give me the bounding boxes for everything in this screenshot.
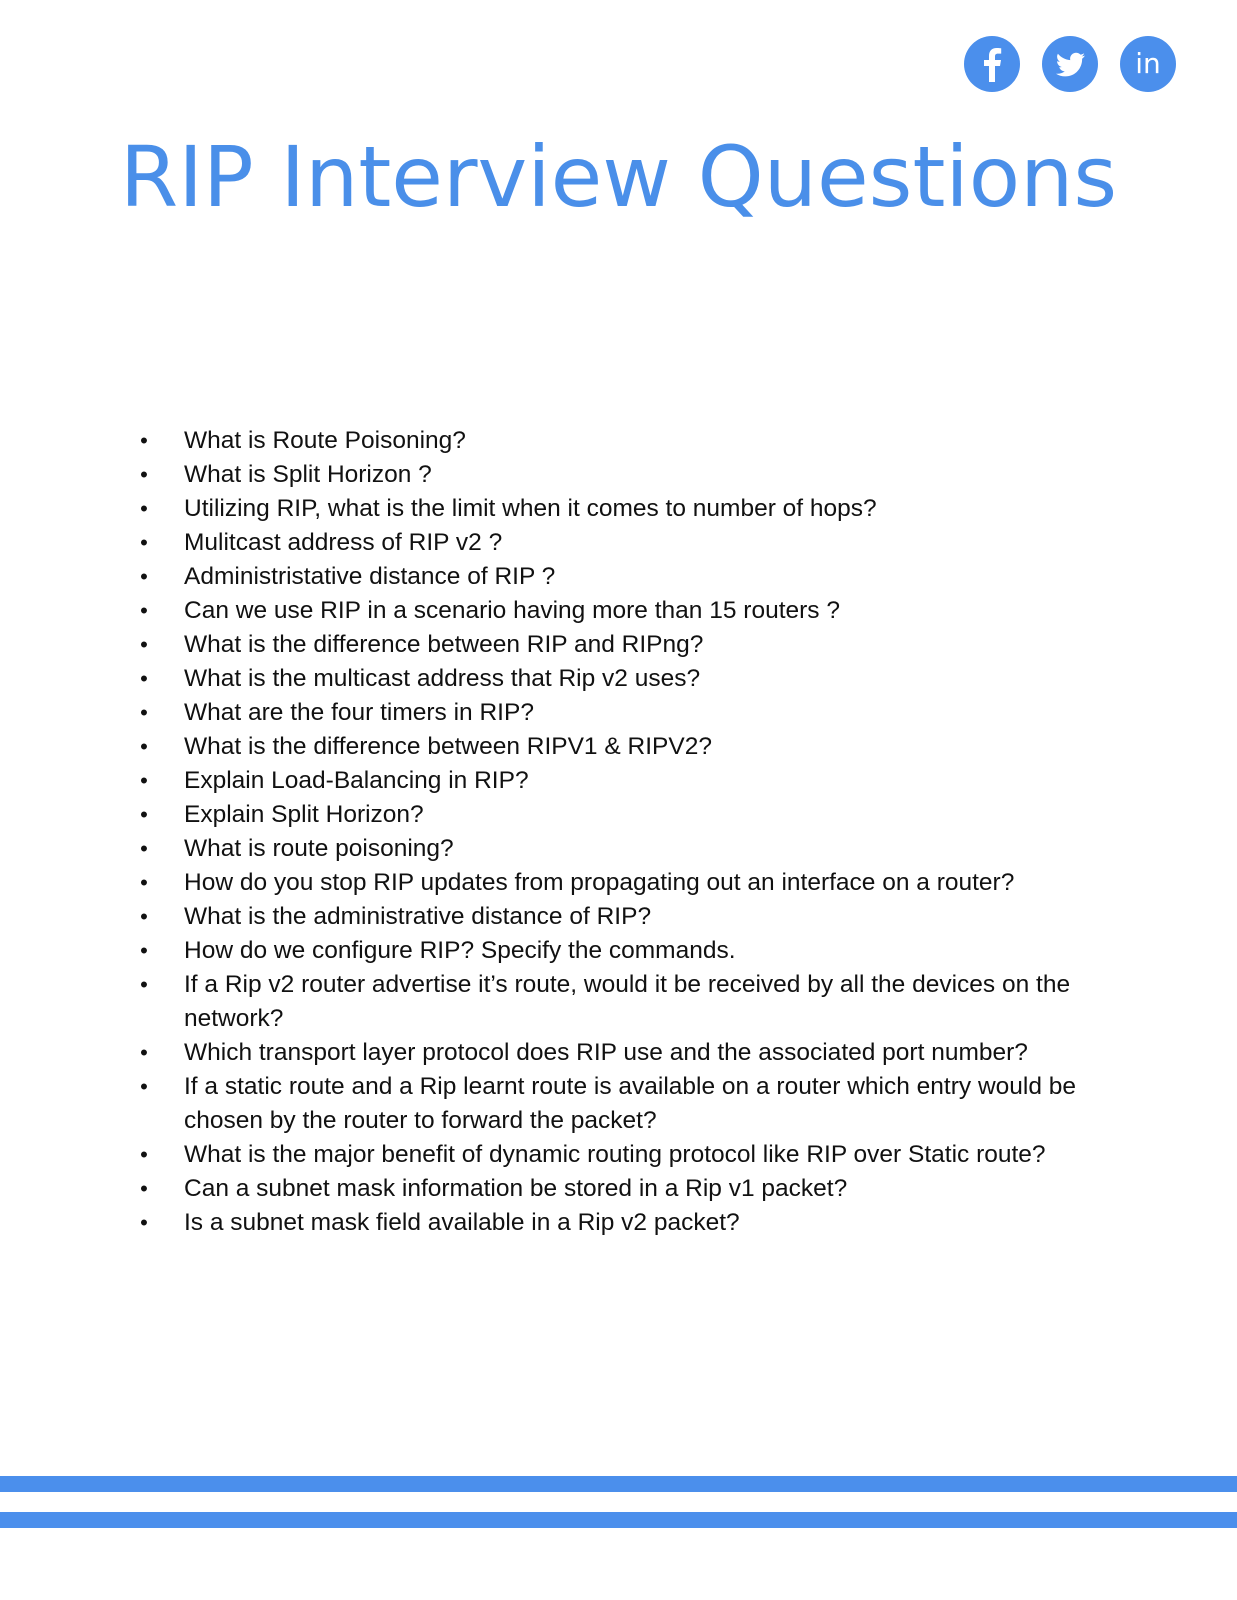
- question-text: What is the major benefit of dynamic routing protocol like RIP over Static route?: [184, 1141, 1046, 1168]
- question-item: [136, 1070, 1096, 1138]
- question-text: Utilizing RIP, what is the limit when it comes to number of hops?: [184, 495, 877, 522]
- bullet-marker: •: [140, 836, 148, 861]
- question-item: [136, 1172, 1096, 1206]
- bullet-marker: •: [140, 1176, 148, 1201]
- question-text: Is a subnet mask field available in a Rip v2 packet?: [184, 1209, 740, 1236]
- bullet-marker: •: [140, 1040, 148, 1065]
- linkedin-button[interactable]: [1120, 36, 1176, 92]
- question-item: [136, 832, 1096, 866]
- question-item: [136, 662, 1096, 696]
- facebook-icon: [964, 36, 1020, 92]
- question-text: How do we configure RIP? Specify the commands.: [184, 937, 736, 964]
- bullet-marker: •: [140, 496, 148, 521]
- question-item: [136, 560, 1096, 594]
- question-item: [136, 798, 1096, 832]
- question-text: What is the administrative distance of RIP?: [184, 903, 652, 930]
- bullet-marker: •: [140, 564, 148, 589]
- bullet-marker: •: [140, 1074, 148, 1099]
- question-text: What is the multicast address that Rip v2 uses?: [184, 665, 701, 692]
- bullet-marker: •: [140, 598, 148, 623]
- question-text: If a Rip v2 router advertise it’s route, would it be received by all the devices on the network?: [184, 971, 1071, 1032]
- question-text: Explain Load-Balancing in RIP?: [184, 767, 529, 794]
- question-text: Explain Split Horizon?: [184, 801, 424, 828]
- twitter-icon: [1042, 36, 1098, 92]
- bullet-marker: •: [140, 734, 148, 759]
- twitter-button[interactable]: [1042, 36, 1098, 92]
- question-item: [136, 866, 1096, 900]
- question-item: [136, 764, 1096, 798]
- question-text: What is the difference between RIP and RIPng?: [184, 631, 704, 658]
- bullet-marker: •: [140, 768, 148, 793]
- bullet-marker: •: [140, 870, 148, 895]
- bullet-marker: •: [140, 938, 148, 963]
- question-text: If a static route and a Rip learnt route is available on a router which entry would be chosen by the router to forward the packet?: [184, 1073, 1077, 1134]
- question-text: What is the difference between RIPV1 & RIPV2?: [184, 733, 712, 760]
- bullet-marker: •: [140, 904, 148, 929]
- question-text: What is route poisoning?: [184, 835, 454, 862]
- bullet-marker: •: [140, 700, 148, 725]
- question-item: [136, 526, 1096, 560]
- question-item: [136, 696, 1096, 730]
- question-item: [136, 1036, 1096, 1070]
- question-item: [136, 492, 1096, 526]
- bullet-marker: •: [140, 1210, 148, 1235]
- facebook-button[interactable]: [964, 36, 1020, 92]
- question-item: [136, 1138, 1096, 1172]
- linkedin-icon-label: in: [1135, 47, 1161, 80]
- linkedin-icon: [1120, 36, 1176, 92]
- question-list: [136, 424, 1096, 1240]
- question-text: Administristative distance of RIP ?: [184, 563, 556, 590]
- question-item: [136, 458, 1096, 492]
- question-text: Which transport layer protocol does RIP use and the associated port number?: [184, 1039, 1028, 1066]
- question-item: [136, 934, 1096, 968]
- question-item: [136, 424, 1096, 458]
- bullet-marker: •: [140, 666, 148, 691]
- bullet-marker: •: [140, 632, 148, 657]
- bullet-marker: •: [140, 802, 148, 827]
- bullet-marker: •: [140, 462, 148, 487]
- question-text: What are the four timers in RIP?: [184, 699, 534, 726]
- question-text: Can we use RIP in a scenario having more than 15 routers ?: [184, 597, 840, 624]
- social-links: [964, 36, 1176, 92]
- bullet-marker: •: [140, 428, 148, 453]
- question-text: What is Route Poisoning?: [184, 427, 466, 454]
- page-title: RIP Interview Questions: [119, 128, 1118, 226]
- bullet-marker: •: [140, 1142, 148, 1167]
- footer-stripe-top: [0, 1476, 1237, 1492]
- question-item: [136, 594, 1096, 628]
- footer-stripe-bottom: [0, 1512, 1237, 1528]
- bullet-marker: •: [140, 972, 148, 997]
- question-text: Can a subnet mask information be stored in a Rip v1 packet?: [184, 1175, 848, 1202]
- question-text: How do you stop RIP updates from propagating out an interface on a router?: [184, 869, 1015, 896]
- bullet-marker: •: [140, 530, 148, 555]
- question-text: Mulitcast address of RIP v2 ?: [184, 529, 503, 556]
- question-item: [136, 968, 1096, 1036]
- question-item: [136, 628, 1096, 662]
- question-item: [136, 730, 1096, 764]
- question-item: [136, 900, 1096, 934]
- question-item: [136, 1206, 1096, 1240]
- question-text: What is Split Horizon ?: [184, 461, 432, 488]
